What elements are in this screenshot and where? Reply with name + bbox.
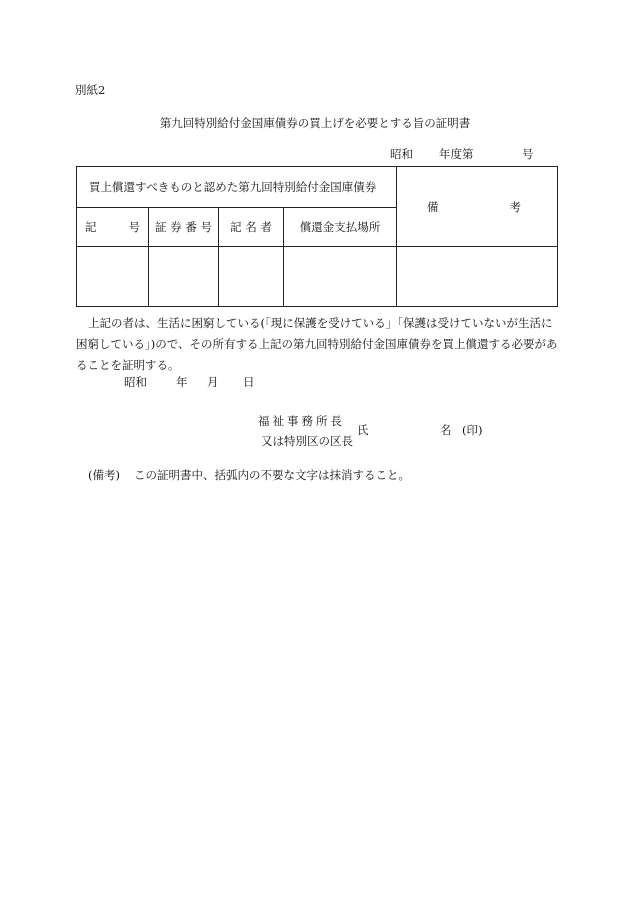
- remarks-note-label: (備考): [88, 468, 120, 482]
- seal-mark: (印): [462, 423, 483, 437]
- remarks-note: [88, 467, 410, 483]
- remarks-header-char-1: 備: [427, 199, 439, 214]
- bond-group-header: 買上償還すべきものと認めた第九回特別給付金国庫債券: [77, 167, 397, 208]
- bond-table: [76, 166, 558, 307]
- issuer-welfare-office-head: 福祉事務所長: [258, 414, 345, 428]
- reference-year-label: 年度第: [439, 147, 474, 161]
- column-header-registered-name: 記 名 者: [219, 208, 284, 247]
- column-header-symbol: [77, 208, 149, 247]
- certification-date: [0, 374, 630, 390]
- reference-number-label: 号: [522, 147, 534, 161]
- reference-number-line: [0, 146, 630, 162]
- date-month: 月: [207, 375, 219, 389]
- remarks-header: [397, 167, 558, 247]
- remarks-header-char-2: 考: [509, 199, 522, 214]
- reference-era: 昭和: [390, 147, 413, 161]
- table-cell-remarks[interactable]: [397, 247, 558, 307]
- certification-statement: [76, 313, 560, 376]
- column-header-payment-place: 償還金支払場所: [284, 208, 397, 247]
- table-cell-symbol[interactable]: [77, 247, 149, 307]
- column-header-certificate-number: 証 券 番 号: [149, 208, 219, 247]
- date-era: 昭和: [124, 375, 147, 389]
- column-header-symbol-part-2: 号: [128, 220, 140, 234]
- remarks-note-text: この証明書中、括弧内の不要な文字は抹消すること。: [133, 468, 410, 482]
- issuer-ward-mayor: 又は特別区の区長: [261, 434, 353, 448]
- date-year: 年: [176, 375, 188, 389]
- table-cell-certificate-number[interactable]: [149, 247, 219, 307]
- column-header-symbol-part-1: 記: [85, 220, 97, 234]
- issuer-name-label-given: 名: [440, 423, 452, 437]
- date-day: 日: [243, 375, 255, 389]
- attachment-label: 別紙2: [75, 83, 106, 97]
- certification-statement-text: 上記の者は、生活に困窮している(「現に保護を受けている」「保護は受けていないが生活に困窮している」)ので、その所有する上記の第九回特別給付金国庫債券を買上償還する必要があることを証明する。: [76, 316, 558, 372]
- table-cell-payment-place[interactable]: [284, 247, 397, 307]
- table-cell-registered-name[interactable]: [219, 247, 284, 307]
- document-title: 第九回特別給付金国庫債券の買上げを必要とする旨の証明書: [159, 116, 471, 130]
- issuer-name-label-family: 氏: [357, 423, 369, 437]
